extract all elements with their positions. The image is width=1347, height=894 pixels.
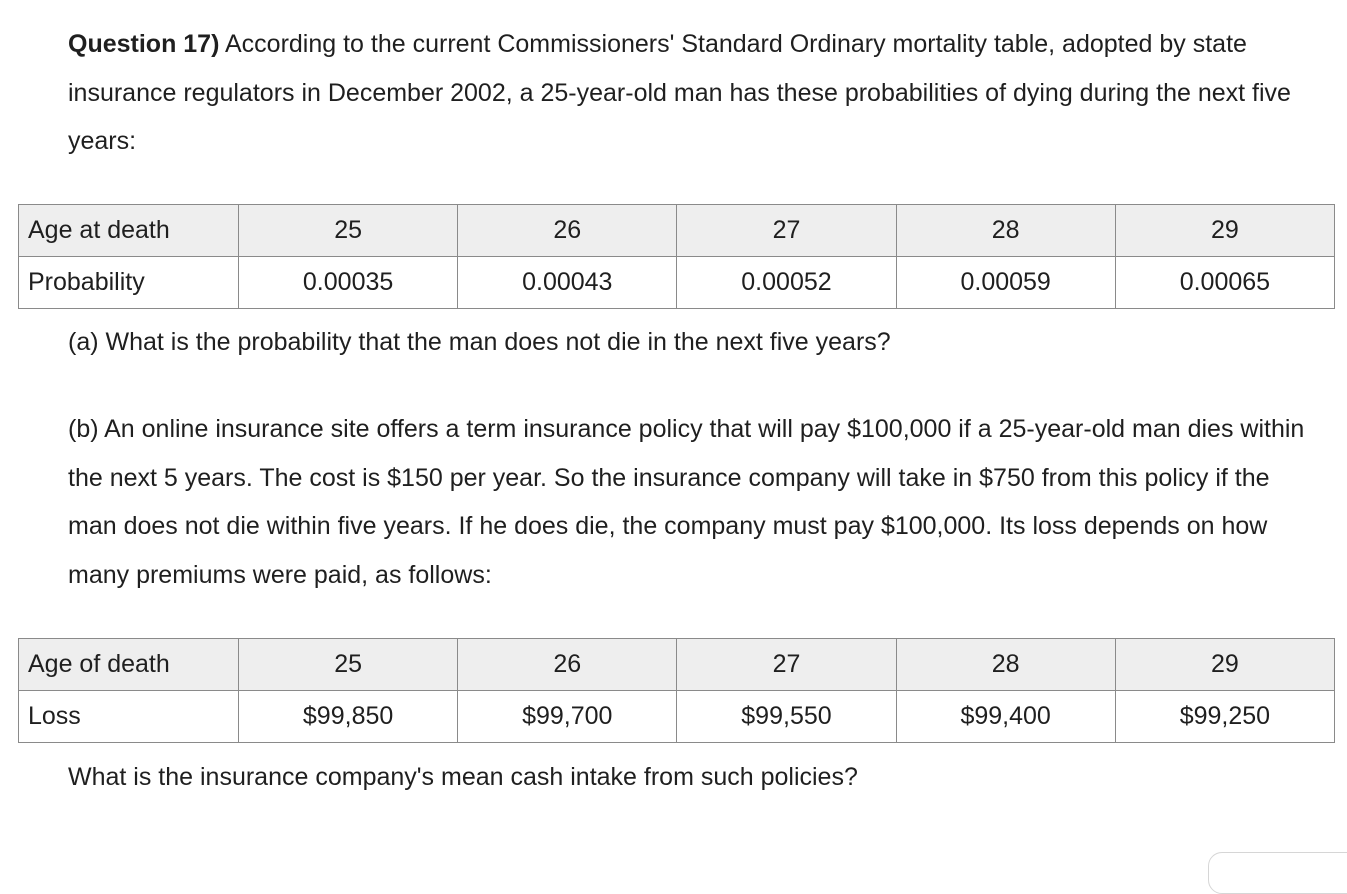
mortality-row-label: Probability [19,257,239,309]
probability-cell: 0.00043 [458,257,677,309]
mortality-age-cell: 27 [677,205,896,257]
mortality-probability-row [19,257,1335,309]
loss-cell: $99,700 [458,691,677,743]
loss-header-row [19,639,1335,691]
mean-cash-intake-question: What is the insurance company's mean cash intake from such policies? [68,763,858,791]
loss-value-row [19,691,1335,743]
part-b-question: (b) An online insurance site offers a term insurance policy that will pay $100,000 if a 25-year-old man dies within the next 5 years. The cost is $150 per year. So the insurance company will take in $750 from this policy if the man does not die within five years. If he does die, the company must pay $100,000. Its loss depends on how many premiums were paid, as follows: [68,415,1305,589]
loss-age-cell: 25 [239,639,458,691]
loss-cell: $99,550 [677,691,896,743]
question-text [68,20,1298,166]
mortality-age-cell: 29 [1115,205,1334,257]
probability-cell: 0.00065 [1115,257,1334,309]
loss-age-cell: 28 [896,639,1115,691]
question-body: According to the current Commissioners' Standard Ordinary mortality table, adopted by state insurance regulators in December 2002, a 25-year-old man has these probabilities of dying during the next five years: [68,30,1291,155]
floating-widget[interactable] [1208,852,1347,894]
probability-cell: 0.00052 [677,257,896,309]
mortality-age-cell: 25 [239,205,458,257]
loss-header-label: Age of death [19,639,239,691]
part-a-question: (a) What is the probability that the man does not die in the next five years? [68,328,891,356]
mortality-age-cell: 26 [458,205,677,257]
loss-table [18,638,1335,743]
mortality-header-row [19,205,1335,257]
question-label: Question 17) [68,30,220,58]
loss-age-cell: 29 [1115,639,1334,691]
mortality-table [18,204,1335,309]
loss-row-label: Loss [19,691,239,743]
mortality-age-cell: 28 [896,205,1115,257]
loss-age-cell: 27 [677,639,896,691]
probability-cell: 0.00059 [896,257,1115,309]
loss-cell: $99,850 [239,691,458,743]
loss-cell: $99,400 [896,691,1115,743]
loss-cell: $99,250 [1115,691,1334,743]
loss-age-cell: 26 [458,639,677,691]
probability-cell: 0.00035 [239,257,458,309]
mortality-header-label: Age at death [19,205,239,257]
